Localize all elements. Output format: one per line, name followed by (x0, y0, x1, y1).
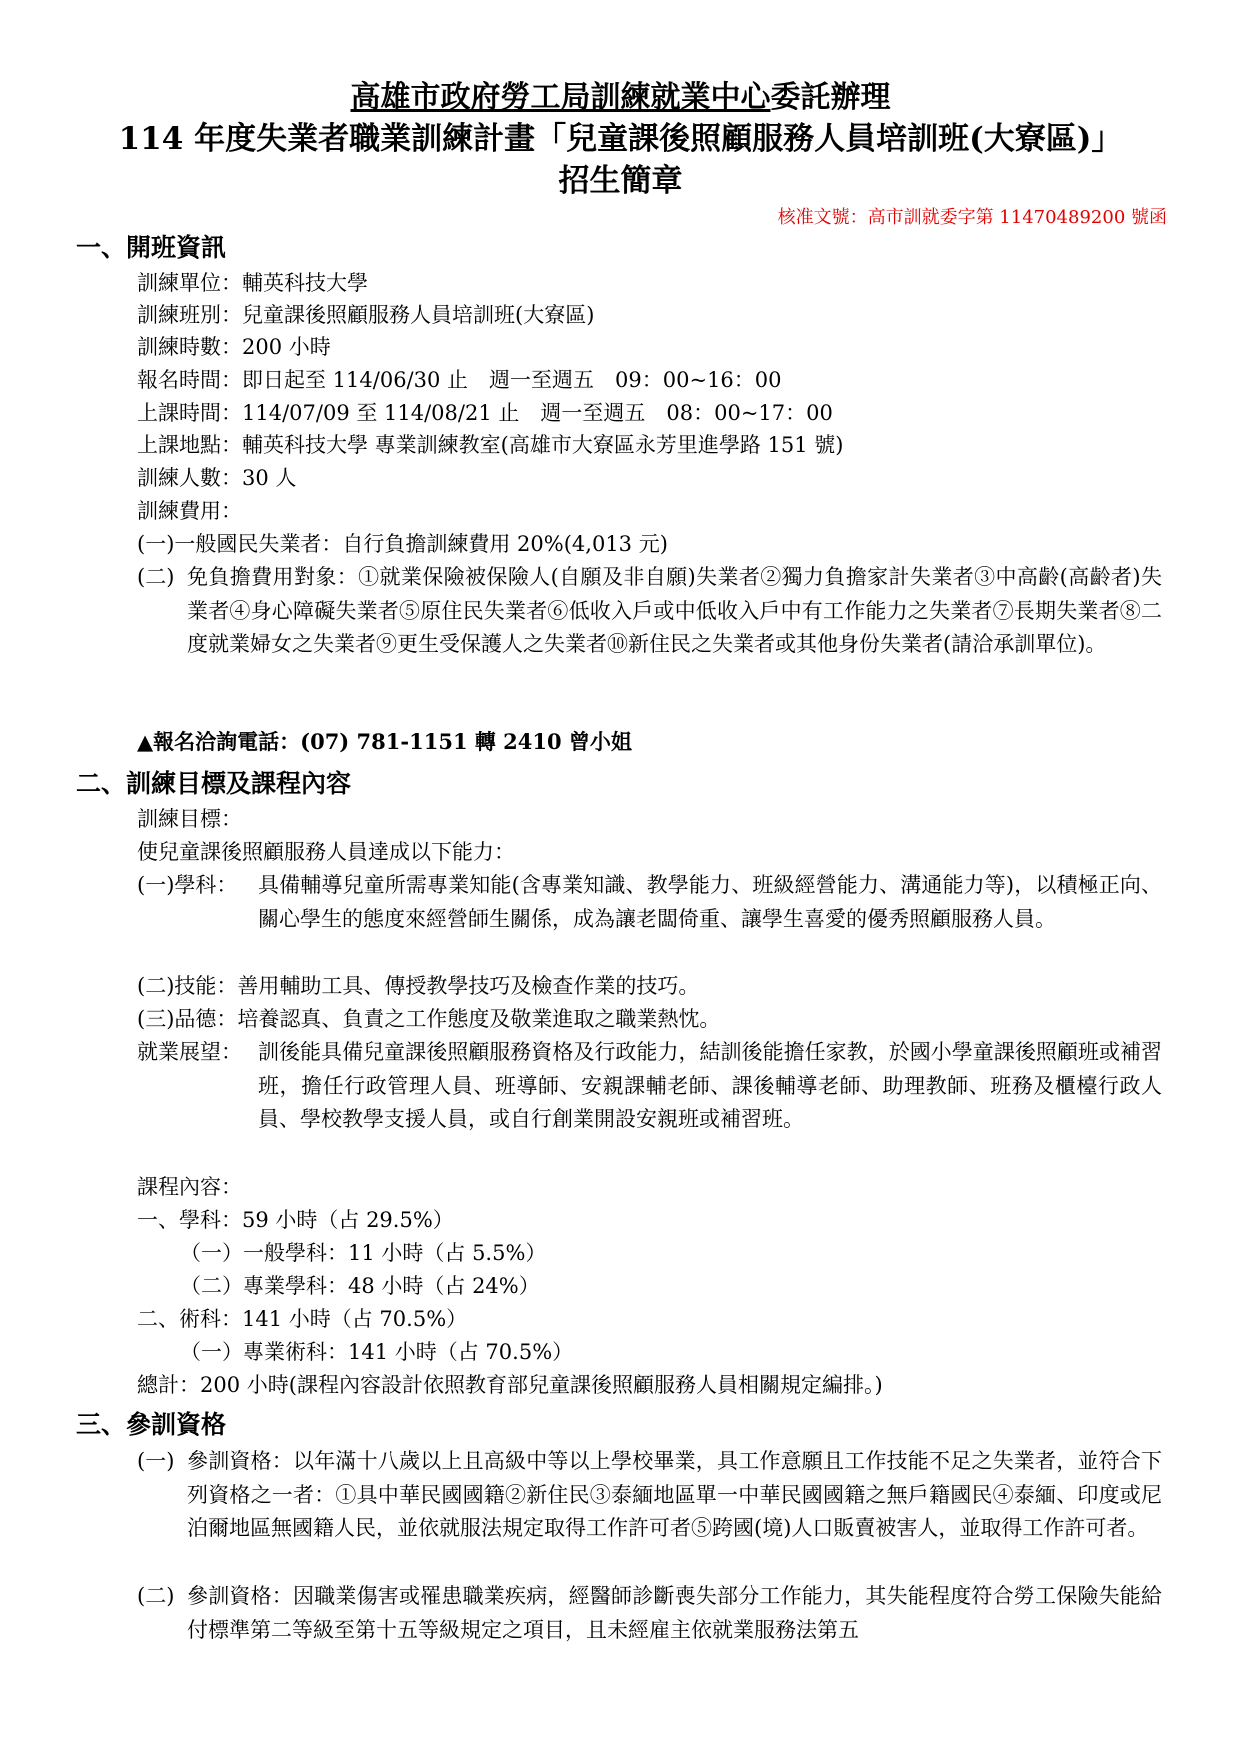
qualification-1-label: (一) (137, 1449, 175, 1473)
doc-title-line1 (0, 78, 1241, 118)
goal-label: 訓練目標： (137, 807, 242, 831)
section-3-title: 三、參訓資格 (76, 1410, 227, 1439)
course-practical-professional: （一）專業術科：141 小時（占 70.5%） (180, 1340, 574, 1364)
section-2-title: 二、訓練目標及課程內容 (76, 769, 352, 798)
doc-title-line3: 招生簡章 (558, 163, 683, 199)
course-total: 總計：200 小時(課程內容設計依照教育部兒童課後照顧服務人員相關規定編排。) (137, 1373, 883, 1397)
class-location: 上課地點：輔英科技大學 專業訓練教室(高雄市大寮區永芳里進學路 151 號) (137, 433, 844, 457)
goal-academic-label: (一)學科： (137, 873, 238, 897)
organizer-suffix: 委託辦理 (770, 80, 891, 115)
qualification-2-text: 參訓資格：因職業傷害或罹患職業疾病，經醫師診斷喪失部分工作能力，其失能程度符合勞工保險失能給付標準第二等級至第十五等級規定之項目，且未經雇主依就業服務法第五 (187, 1584, 1162, 1642)
course-professional: （二）專業學科：48 小時（占 24%） (180, 1274, 540, 1298)
fee-exempt-text: 免負擔費用對象：①就業保險被保險人(自願及非自願)失業者②獨力負擔家計失業者③中高齡(高齡者)失業者④身心障礙失業者⑤原住民失業者⑥低收入戶或中低收入戶中有工作能力之失業者⑦長期失業者⑧二度就業婦女之失業者⑨更生受保護人之失業者⑩新住民之失業者或其他身份失業者(請洽承訓單位)。 (187, 565, 1162, 656)
outlook-label: 就業展望： (137, 1040, 242, 1064)
class-period: 上課時間：114/07/09 至 114/08/21 止 週一至週五 08：00~17：00 (137, 401, 833, 425)
qualification-1-text: 參訓資格：以年滿十八歲以上且高級中等以上學校畢業，具工作意願且工作技能不足之失業者，並符合下列資格之一者：①具中華民國國籍②新住民③泰緬地區單一中華民國國籍之無戶籍國民④泰緬、印度或尼泊爾地區無國籍人民，並依就服法規定取得工作許可者⑤跨國(境)人口販賣被害人，並取得工作許可者。 (187, 1449, 1162, 1540)
registration-period: 報名時間：即日起至 114/06/30 止 週一至週五 09：00~16：00 (137, 368, 782, 392)
training-hours: 訓練時數：200 小時 (137, 335, 331, 359)
goal-academic-text: 具備輔導兒童所需專業知能(含專業知識、教學能力、班級經營能力、溝通能力等)，以積極正向、關心學生的態度來經營師生關係，成為讓老闆倚重、讓學生喜愛的優秀照顧服務人員。 (258, 873, 1162, 931)
training-class: 訓練班別：兒童課後照顧服務人員培訓班(大寮區) (137, 303, 595, 327)
course-label: 課程內容： (137, 1175, 242, 1199)
enquiry-phone: ▲報名洽詢電話：(07) 781-1151 轉 2410 曾小姐 (137, 729, 632, 754)
fee-general: (一)一般國民失業者：自行負擔訓練費用 20%(4,013 元) (137, 532, 668, 556)
goal-ethic: (三)品德：培養認真、負責之工作態度及敬業進取之職業熱忱。 (137, 1007, 721, 1031)
section-1-title: 一、開班資訊 (76, 233, 227, 262)
fee-label: 訓練費用： (137, 499, 242, 523)
fee-exempt-label: (二) (137, 565, 175, 589)
course-academic: 一、學科：59 小時（占 29.5%） (137, 1208, 454, 1232)
outlook-text: 訓後能具備兒童課後照顧服務資格及行政能力，結訓後能擔任家教，於國小學童課後照顧班或補習班，擔任行政管理人員、班導師、安親課輔老師、課後輔導老師、助理教師、班務及櫃檯行政人員、學校教學支援人員，或自行創業開設安親班或補習班。 (258, 1040, 1162, 1131)
approval-number: 核准文號：高市訓就委字第 11470489200 號函 (777, 207, 1167, 228)
doc-title-line2: 114 年度失業者職業訓練計畫「兒童課後照顧服務人員培訓班(大寮區)」 (118, 121, 1123, 157)
class-size: 訓練人數：30 人 (137, 466, 297, 490)
course-general: （一）一般學科：11 小時（占 5.5%） (180, 1241, 547, 1265)
qualification-2-label: (二) (137, 1584, 175, 1608)
training-unit: 訓練單位：輔英科技大學 (137, 271, 368, 295)
goal-skill: (二)技能：善用輔助工具、傳授教學技巧及檢查作業的技巧。 (137, 974, 700, 998)
goal-intro: 使兒童課後照顧服務人員達成以下能力： (137, 840, 515, 864)
course-practical: 二、術科：141 小時（占 70.5%） (137, 1307, 468, 1331)
organizer-name: 高雄市政府勞工局訓練就業中心 (350, 80, 771, 115)
